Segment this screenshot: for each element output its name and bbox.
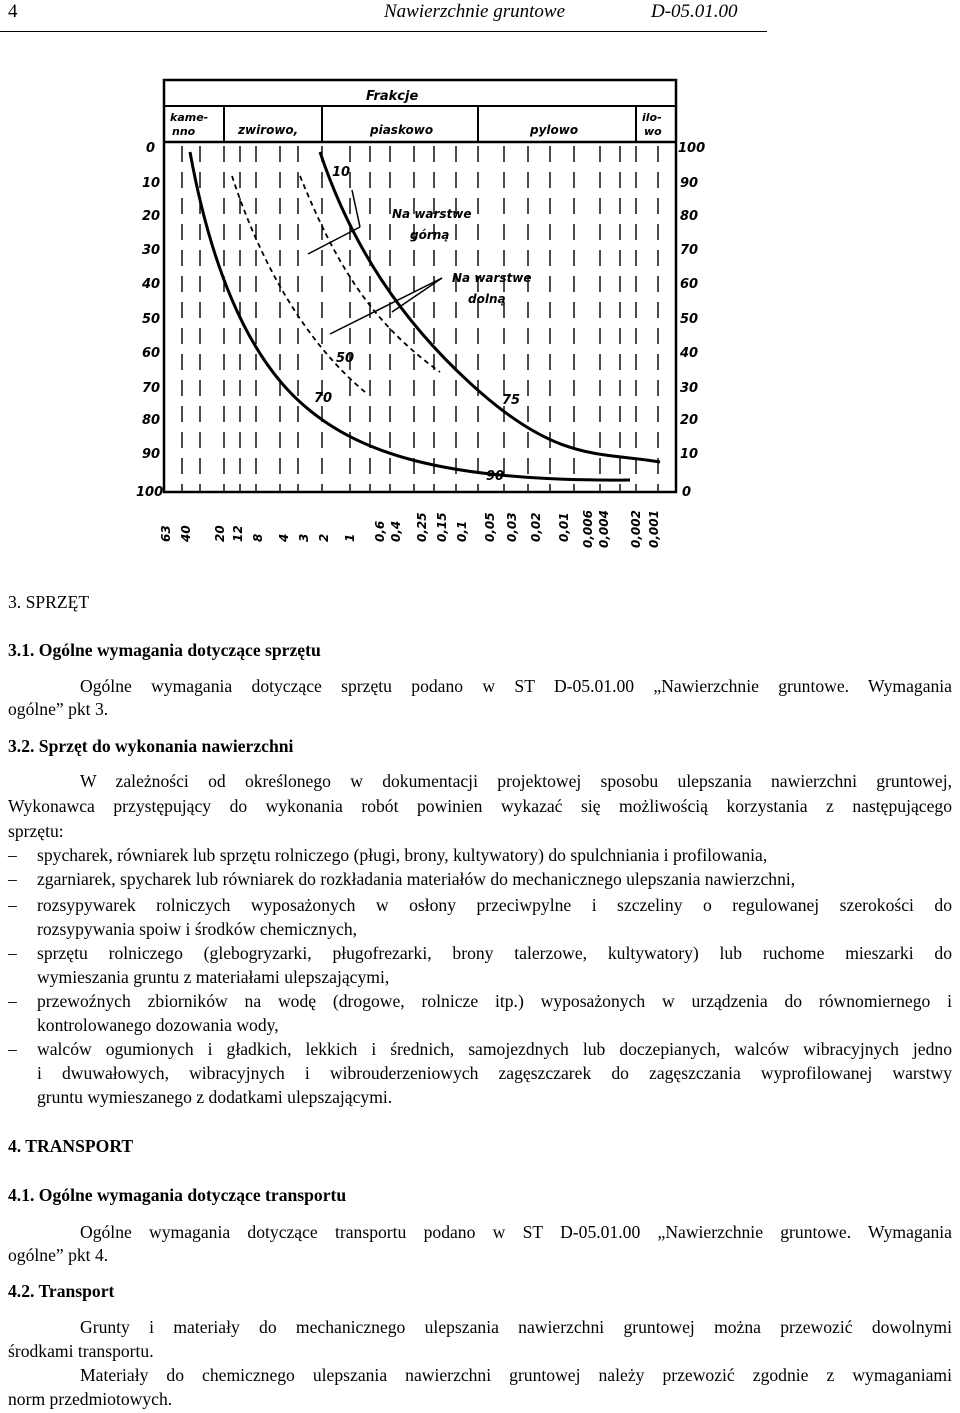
page-header (0, 0, 960, 36)
list-item-text-cont: i dwuwałowych, wibracyjnych i wibrouderzeniowych zagęszczarek do zagęszczania wyprofilowanej warstwy (37, 1063, 952, 1083)
list-item-text: zgarniarek, spycharek lub równiarek do rozkładania materiałów do mechanicznego ulepszania nawierzchni, (37, 869, 796, 889)
section-3-2-text-1: W zależności od określonego w dokumentacji projektowej sposobu ulepszania nawierzchni gruntowej, (80, 771, 952, 791)
frakcje-label: Frakcje (366, 89, 419, 104)
bottom-tick-0-02: 0,02 (529, 512, 543, 542)
right-axis-10: 10 (680, 447, 699, 462)
note-lower-2: dolną (468, 292, 506, 306)
col-pylowo: pylowo (530, 123, 579, 137)
col-ilowo-2: wo (644, 125, 662, 138)
list-item-text-cont: gruntu wymieszanego z dodatkami ulepszającymi. (37, 1087, 393, 1107)
section-4-2-p1-line-2: środkami transportu. (8, 1341, 154, 1361)
list-dash: – (8, 895, 17, 915)
right-axis-80: 80 (680, 209, 699, 224)
left-axis-40: 40 (142, 277, 161, 292)
bottom-tick-2: 2 (317, 533, 331, 542)
list-item-text: walców ogumionych i gładkich, lekkich i średnich, samojezdnych lub doczepianych, walców wibracyjnych jedno (37, 1039, 952, 1059)
bottom-tick-0-4: 0,4 (389, 520, 403, 542)
bottom-tick-0-03: 0,03 (505, 512, 519, 542)
bottom-tick-63: 63 (159, 525, 173, 542)
bottom-tick-0-01: 0,01 (557, 512, 571, 542)
list-dash: – (8, 869, 17, 889)
right-axis-labels (678, 141, 705, 500)
list-dash: – (8, 991, 17, 1011)
bottom-tick-0-001: 0,001 (647, 510, 661, 548)
section-3-1-heading: 3.1. Ogólne wymagania dotyczące sprzętu (8, 640, 321, 660)
bottom-tick-12: 12 (231, 525, 245, 542)
bottom-tick-3: 3 (297, 533, 311, 542)
section-4-1-heading: 4.1. Ogólne wymagania dotyczące transportu (8, 1185, 347, 1205)
left-axis-labels (136, 141, 163, 500)
outer-right-curve (320, 152, 660, 462)
section-4-2-p2-line-1: Materiały do chemicznego ulepszania nawierzchni gruntowej należy przewozić zgodnie z wymaganiami (80, 1365, 952, 1385)
note-upper-1: Na warstwe (392, 207, 472, 221)
section-3-2-heading: 3.2. Sprzęt do wykonania nawierzchni (8, 736, 294, 756)
bottom-tick-0-25: 0,25 (415, 512, 429, 542)
right-axis-0: 0 (682, 485, 692, 500)
col-ilowo-1: ilo- (642, 111, 662, 124)
list-dash: – (8, 845, 17, 865)
list-item-text: sprzętu rolniczego (glebogryzarki, pługofrezarki, brony talerzowe, kultywatory) lub ruchome mieszarki do (37, 943, 952, 963)
section-4-2-heading: 4.2. Transport (8, 1281, 115, 1301)
section-3-2-text-3: sprzętu: (8, 821, 64, 841)
note-upper-2: górną (410, 228, 450, 242)
section-4-1-text-2: ogólne” pkt 4. (8, 1245, 109, 1265)
right-axis-70: 70 (680, 243, 699, 258)
col-piaskowo: piaskowo (370, 123, 434, 137)
list-item-text: przewoźnych zbiorników na wodę (drogowe, rolnicze itp.) wyposażonych w urządzenia do równomiernego i (37, 991, 952, 1011)
curve-label-90: 90 (486, 469, 505, 484)
left-axis-0: 0 (146, 141, 156, 156)
left-axis-10: 10 (142, 176, 161, 191)
list-item-text: spycharek, równiarek lub sprzętu rolniczego (pługi, brony, kultywatory) do spulchniania i profilowania, (37, 845, 768, 865)
curve-label-70: 70 (314, 391, 333, 406)
left-axis-60: 60 (142, 346, 161, 361)
list-dash: – (8, 1039, 17, 1059)
right-axis-30: 30 (680, 381, 699, 396)
col-zwirowo: zwirowo, (238, 123, 299, 137)
bottom-tick-40: 40 (179, 525, 193, 542)
section-3-1-text-2: ogólne” pkt 3. (8, 699, 109, 719)
header-code: D-05.01.00 (651, 1, 738, 22)
grid-verticals (182, 146, 658, 492)
curve-label-10: 10 (332, 165, 351, 180)
list-dash: – (8, 943, 17, 963)
bottom-tick-0-05: 0,05 (483, 512, 497, 542)
curve-label-75: 75 (502, 393, 521, 408)
left-axis-80: 80 (142, 413, 161, 428)
section-3-heading: 3. SPRZĘT (8, 592, 90, 612)
section-4-2-p2-line-2: norm przedmiotowych. (8, 1389, 173, 1409)
curve-label-50: 50 (336, 351, 355, 366)
bottom-tick-8: 8 (251, 533, 265, 542)
bottom-tick-4: 4 (277, 533, 291, 542)
right-axis-90: 90 (680, 176, 699, 191)
col-kamienno-2: nno (172, 125, 196, 138)
section-4-2-p1-line-1: Grunty i materiały do mechanicznego ulepszania nawierzchni gruntowej można przewozić dowolnymi (80, 1317, 952, 1337)
note-lower-1: Na warstwe (452, 271, 532, 285)
right-axis-40: 40 (680, 346, 699, 361)
list-item-text: rozsypywarek rolniczych wyposażonych w osłony przeciwpylne i szczeliny o regulowanej szerokości do (37, 895, 952, 915)
right-axis-60: 60 (680, 277, 699, 292)
section-4-1-text-1: Ogólne wymagania dotyczące transportu podano w ST D-05.01.00 „Nawierzchnie gruntowe. Wymagania (80, 1222, 952, 1242)
left-axis-100: 100 (136, 485, 164, 500)
bottom-tick-0-6: 0,6 (373, 520, 387, 542)
bottom-tick-0-1: 0,1 (455, 520, 469, 542)
page-number: 4 (8, 1, 18, 22)
left-axis-20: 20 (142, 209, 161, 224)
section-4-heading: 4. TRANSPORT (8, 1136, 134, 1156)
header-title: Nawierzchnie gruntowe (384, 1, 566, 22)
list-item-text-cont: wymieszania gruntu z materiałami ulepszającymi, (37, 967, 390, 987)
section-3-2-text-2: Wykonawca przystępujący do wykonania robót powinien wykazać się możliwością korzystania z następującego (8, 796, 952, 816)
bottom-tick-0-004: 0,004 (597, 510, 611, 548)
bottom-tick-0-006: 0,006 (581, 510, 595, 548)
header-rule (0, 31, 767, 32)
list-item-text-cont: rozsypywania spoiw i środków chemicznych, (37, 919, 358, 939)
col-kamienno-1: kame- (170, 111, 209, 124)
bottom-axis-labels (159, 510, 661, 548)
bottom-tick-0-15: 0,15 (435, 512, 449, 542)
grain-size-figure (130, 72, 710, 562)
section-3-1-text-1: Ogólne wymagania dotyczące sprzętu podano w ST D-05.01.00 „Nawierzchnie gruntowe. Wymagania (80, 676, 952, 696)
left-axis-30: 30 (142, 243, 161, 258)
right-axis-20: 20 (680, 413, 699, 428)
list-item-text-cont: kontrolowanego dozowania wody, (37, 1015, 279, 1035)
left-axis-90: 90 (142, 447, 161, 462)
right-axis-50: 50 (680, 312, 699, 327)
left-axis-70: 70 (142, 381, 161, 396)
bottom-tick-1: 1 (343, 533, 357, 542)
left-axis-50: 50 (142, 312, 161, 327)
grading-curves (190, 152, 660, 480)
bottom-tick-0-002: 0,002 (629, 510, 643, 548)
bottom-tick-20: 20 (213, 525, 227, 542)
right-axis-100: 100 (678, 141, 706, 156)
